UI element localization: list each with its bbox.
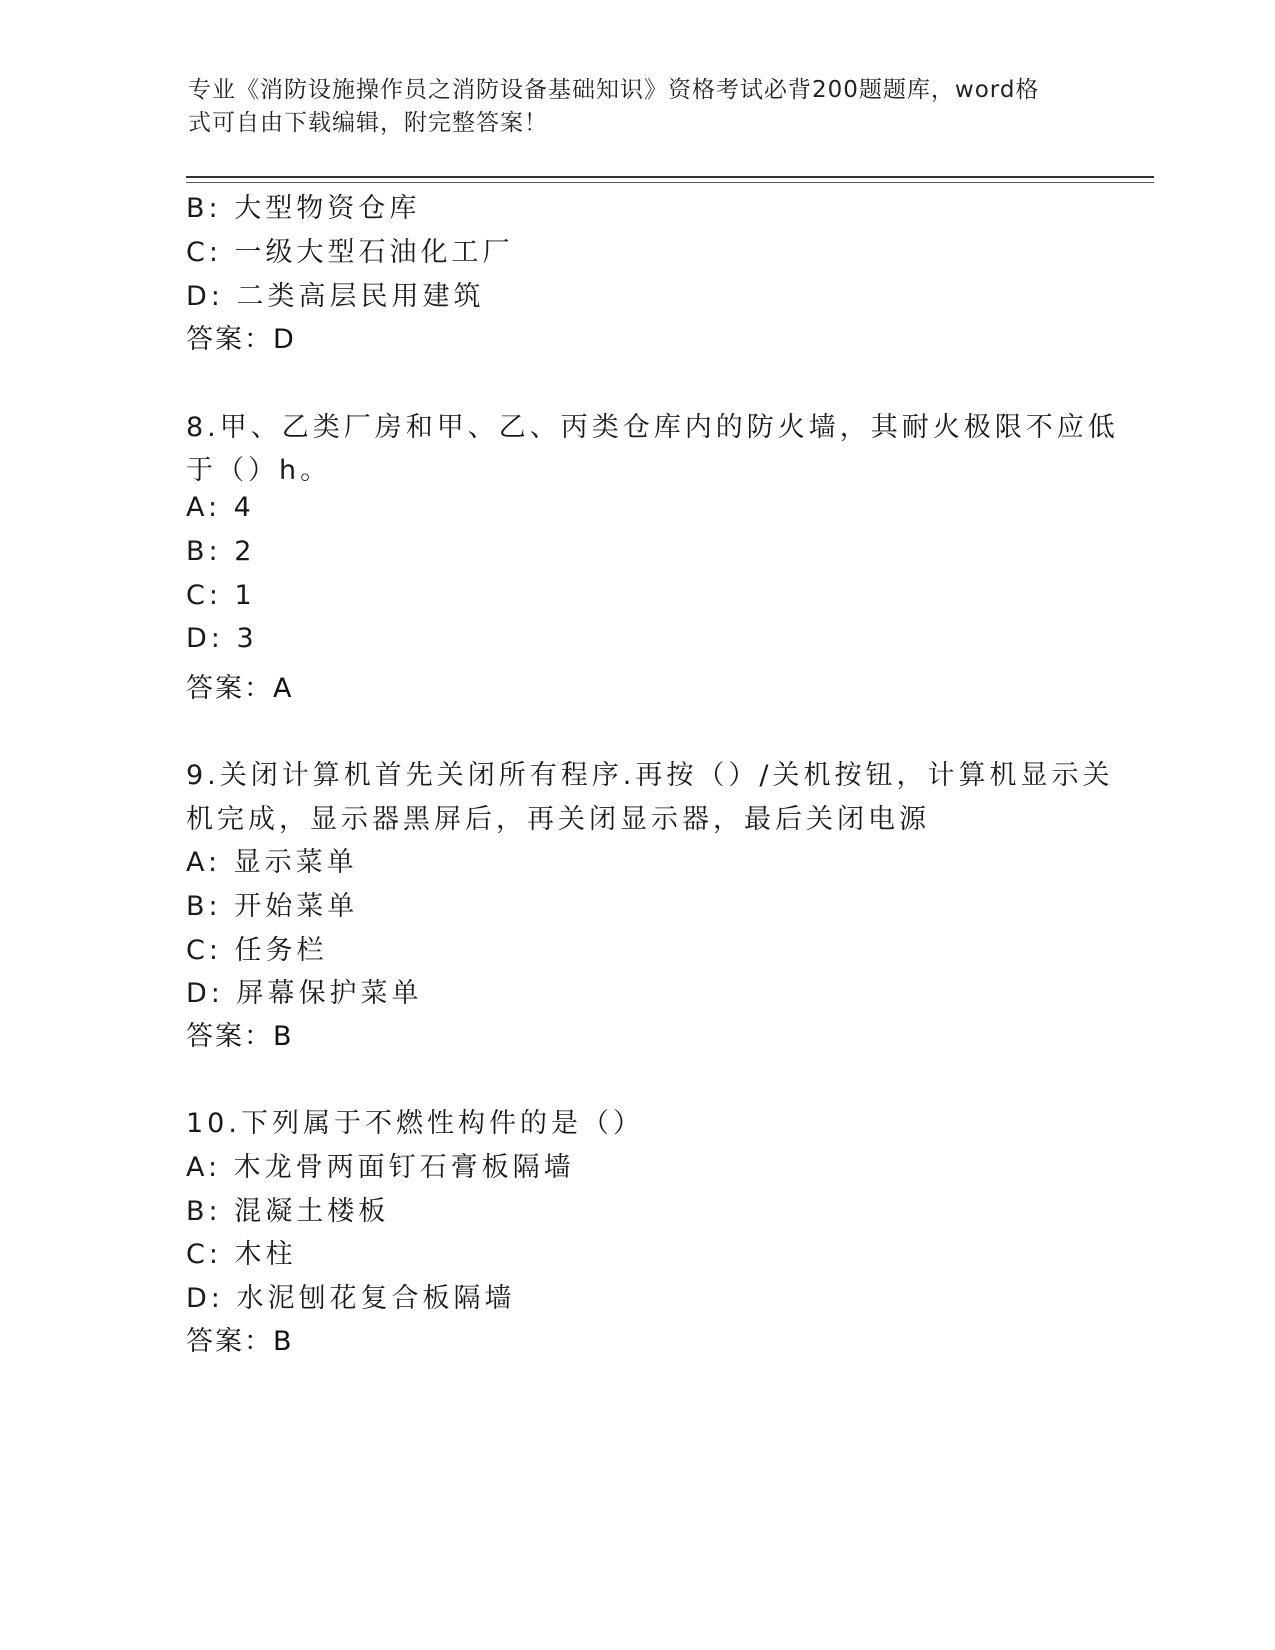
q8-option-b: B: 2	[186, 536, 256, 567]
q7-option-c: C: 一级大型石油化工厂	[186, 237, 514, 268]
document-header	[188, 74, 1068, 140]
header-line-2: 式可自由下载编辑，附完整答案！	[188, 110, 548, 136]
q8-option-d: D: 3	[186, 623, 258, 654]
q9-question-line-1: 9.关闭计算机首先关闭所有程序.再按（）/关机按钮，计算机显示关	[186, 760, 1114, 791]
q10-option-c: C: 木柱	[186, 1239, 297, 1270]
q7-answer: 答案：D	[186, 324, 296, 355]
q10-question-line-1: 10.下列属于不燃性构件的是（）	[186, 1108, 644, 1139]
q8-option-a: A: 4	[186, 492, 255, 523]
q10-answer: 答案：B	[186, 1326, 294, 1357]
q10-option-b: B: 混凝土楼板	[186, 1196, 390, 1227]
q8-answer: 答案：A	[186, 673, 294, 704]
q10-option-d: D: 水泥刨花复合板隔墙	[186, 1283, 516, 1314]
q9-question-line-2: 机完成，显示器黑屏后，再关闭显示器，最后关闭电源	[186, 804, 930, 835]
q10-option-a: A: 木龙骨两面钉石膏板隔墙	[186, 1152, 575, 1183]
q9-option-c: C: 任务栏	[186, 935, 328, 966]
q9-option-a: A: 显示菜单	[186, 847, 358, 878]
header-line-1: 专业《消防设施操作员之消防设备基础知识》资格考试必背200题题库，word格	[188, 77, 1040, 103]
q9-option-b: B: 开始菜单	[186, 891, 359, 922]
q8-option-c: C: 1	[186, 580, 256, 611]
header-divider-thick	[186, 176, 1154, 178]
header-divider-thin	[186, 182, 1154, 183]
q9-option-d: D: 屏幕保护菜单	[186, 978, 423, 1009]
q7-option-b: B: 大型物资仓库	[186, 193, 421, 224]
q7-option-d: D: 二类高层民用建筑	[186, 281, 485, 312]
q8-question-line-2: 于（）h。	[186, 455, 332, 486]
q9-answer: 答案：B	[186, 1021, 294, 1052]
q8-question-line-1: 8.甲、乙类厂房和甲、乙、丙类仓库内的防火墙，其耐火极限不应低	[186, 412, 1119, 443]
